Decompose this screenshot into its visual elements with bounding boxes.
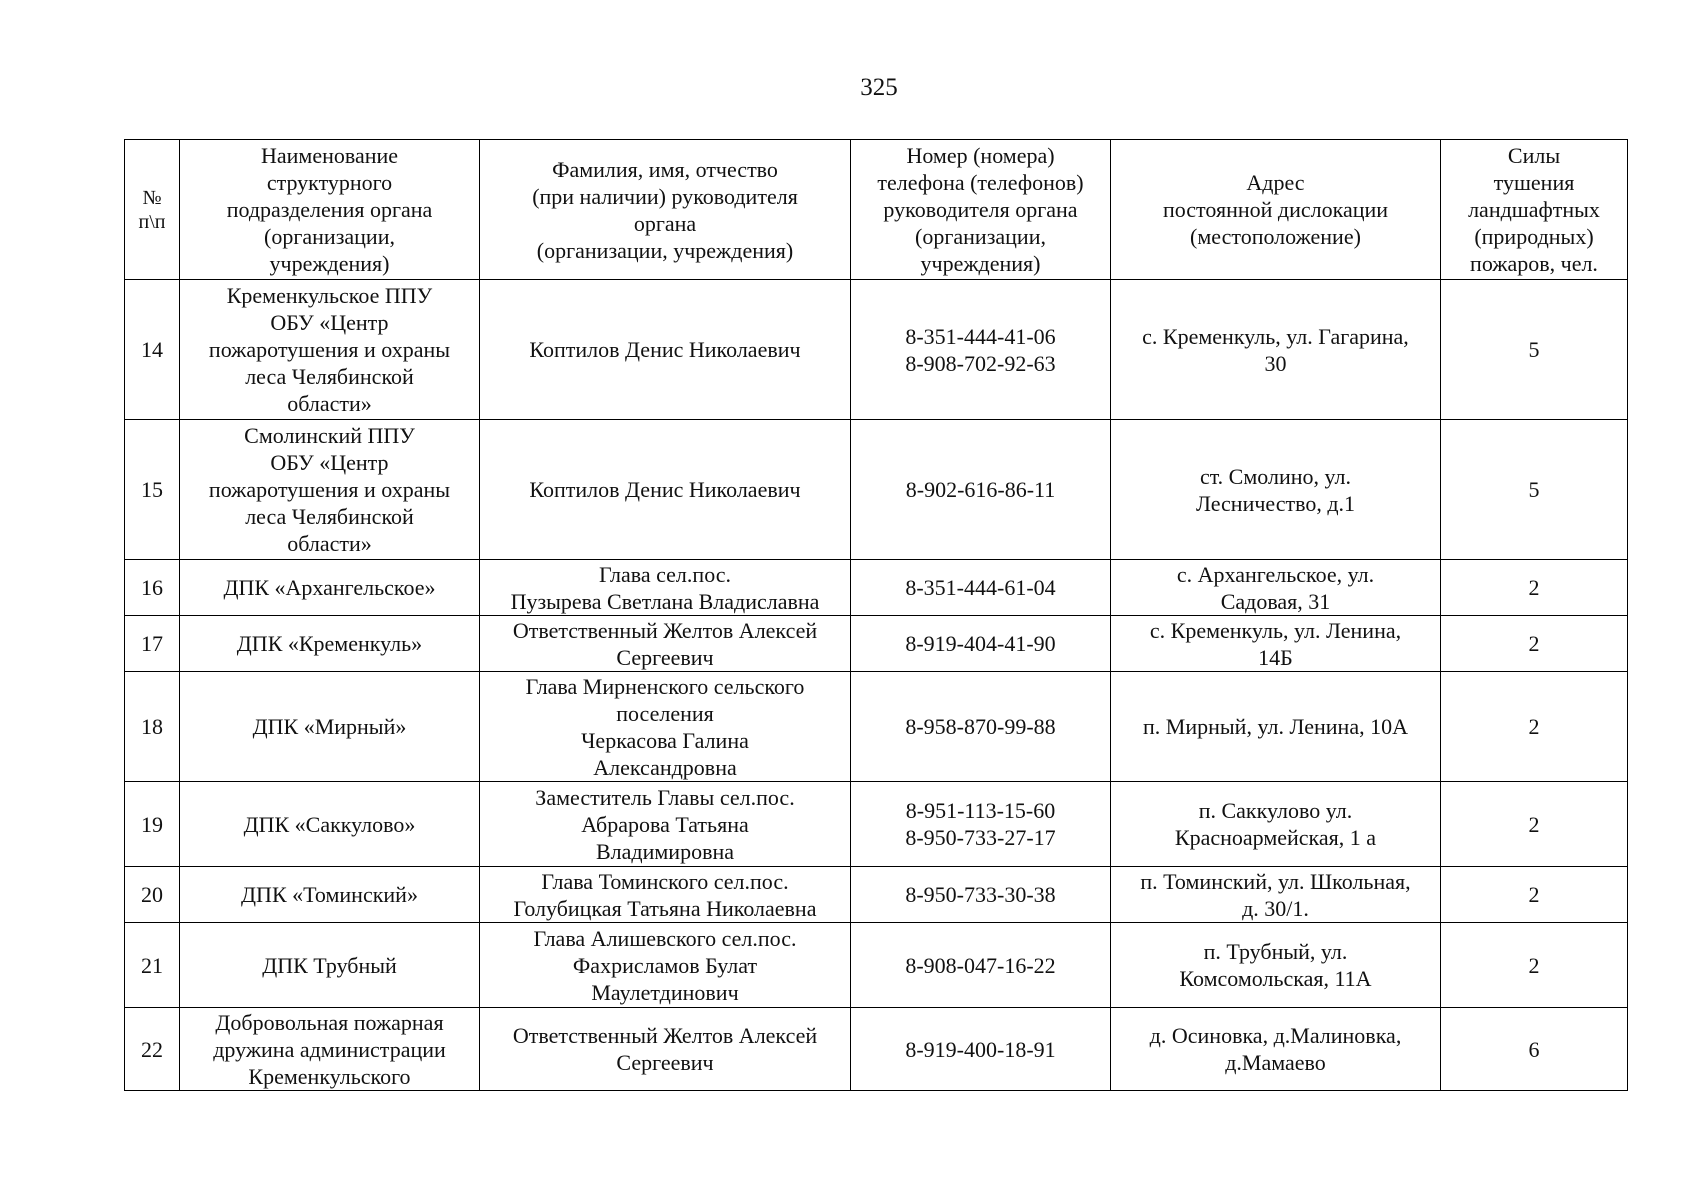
cell-number: 15 — [125, 420, 180, 560]
cell-address: с. Кременкуль, ул. Гагарина, 30 — [1111, 280, 1441, 420]
cell-unit-name: ДПК «Саккулово» — [180, 782, 480, 867]
cell-forces: 2 — [1441, 782, 1628, 867]
cell-address: с. Кременкуль, ул. Ленина, 14Б — [1111, 616, 1441, 672]
table-row — [125, 420, 1628, 560]
cell-head-name: Ответственный Желтов Алексей Сергеевич — [480, 616, 851, 672]
cell-unit-name: Кременкульское ППУ ОБУ «Центр пожаротушения и охраны леса Челябинской области» — [180, 280, 480, 420]
table-header-row — [125, 140, 1628, 280]
cell-phone: 8-351-444-61-04 — [851, 560, 1111, 616]
cell-phone: 8-902-616-86-11 — [851, 420, 1111, 560]
table-row — [125, 560, 1628, 616]
cell-head-name: Коптилов Денис Николаевич — [480, 420, 851, 560]
cell-phone: 8-351-444-41-06 8-908-702-92-63 — [851, 280, 1111, 420]
cell-forces: 5 — [1441, 420, 1628, 560]
cell-number: 22 — [125, 1008, 180, 1091]
cell-number: 21 — [125, 923, 180, 1008]
cell-address: п. Трубный, ул. Комсомольская, 11А — [1111, 923, 1441, 1008]
cell-forces: 2 — [1441, 672, 1628, 782]
cell-address: д. Осиновка, д.Малиновка, д.Мамаево — [1111, 1008, 1441, 1091]
cell-head-name: Глава Алишевского сел.пос. Фахрисламов Булат Маулетдинович — [480, 923, 851, 1008]
cell-address: п. Мирный, ул. Ленина, 10А — [1111, 672, 1441, 782]
cell-unit-name: Смолинский ППУ ОБУ «Центр пожаротушения и охраны леса Челябинской области» — [180, 420, 480, 560]
cell-forces: 5 — [1441, 280, 1628, 420]
cell-phone: 8-908-047-16-22 — [851, 923, 1111, 1008]
table-row — [125, 782, 1628, 867]
cell-address: ст. Смолино, ул. Лесничество, д.1 — [1111, 420, 1441, 560]
cell-address: п. Саккулово ул. Красноармейская, 1 а — [1111, 782, 1441, 867]
table-row — [125, 923, 1628, 1008]
cell-address: с. Архангельское, ул. Садовая, 31 — [1111, 560, 1441, 616]
header-cell-unit-name: Наименование структурного подразделения органа (организации, учреждения) — [180, 140, 480, 280]
cell-head-name: Заместитель Главы сел.пос. Абрарова Татьяна Владимировна — [480, 782, 851, 867]
table-row — [125, 616, 1628, 672]
cell-phone: 8-951-113-15-60 8-950-733-27-17 — [851, 782, 1111, 867]
cell-number: 16 — [125, 560, 180, 616]
cell-phone: 8-919-400-18-91 — [851, 1008, 1111, 1091]
cell-unit-name: ДПК «Томинский» — [180, 867, 480, 923]
cell-number: 14 — [125, 280, 180, 420]
cell-phone: 8-958-870-99-88 — [851, 672, 1111, 782]
cell-number: 20 — [125, 867, 180, 923]
header-cell-number: № п\п — [125, 140, 180, 280]
table-row — [125, 867, 1628, 923]
cell-forces: 2 — [1441, 560, 1628, 616]
header-cell-address: Адрес постоянной дислокации (местоположение) — [1111, 140, 1441, 280]
cell-unit-name: ДПК «Кременкуль» — [180, 616, 480, 672]
cell-head-name: Коптилов Денис Николаевич — [480, 280, 851, 420]
cell-head-name: Глава сел.пос. Пузырева Светлана Владиславна — [480, 560, 851, 616]
page-number: 325 — [860, 74, 898, 101]
cell-forces: 2 — [1441, 923, 1628, 1008]
cell-phone: 8-950-733-30-38 — [851, 867, 1111, 923]
cell-forces: 6 — [1441, 1008, 1628, 1091]
cell-head-name: Глава Мирненского сельского поселения Черкасова Галина Александровна — [480, 672, 851, 782]
cell-number: 18 — [125, 672, 180, 782]
cell-unit-name: ДПК «Архангельское» — [180, 560, 480, 616]
cell-unit-name: ДПК «Мирный» — [180, 672, 480, 782]
cell-forces: 2 — [1441, 616, 1628, 672]
header-cell-head-name: Фамилия, имя, отчество (при наличии) руководителя органа (организации, учреждения) — [480, 140, 851, 280]
table-row — [125, 280, 1628, 420]
cell-head-name: Глава Томинского сел.пос. Голубицкая Татьяна Николаевна — [480, 867, 851, 923]
table-row — [125, 1008, 1628, 1091]
cell-forces: 2 — [1441, 867, 1628, 923]
cell-number: 19 — [125, 782, 180, 867]
cell-unit-name: ДПК Трубный — [180, 923, 480, 1008]
table-row — [125, 672, 1628, 782]
cell-address: п. Томинский, ул. Школьная, д. 30/1. — [1111, 867, 1441, 923]
cell-unit-name: Добровольная пожарная дружина администрации Кременкульского — [180, 1008, 480, 1091]
cell-head-name: Ответственный Желтов Алексей Сергеевич — [480, 1008, 851, 1091]
header-cell-forces: Силы тушения ландшафтных (природных) пожаров, чел. — [1441, 140, 1628, 280]
cell-phone: 8-919-404-41-90 — [851, 616, 1111, 672]
fire-units-table — [124, 139, 1628, 1091]
header-cell-phone: Номер (номера) телефона (телефонов) руководителя органа (организации, учреждения) — [851, 140, 1111, 280]
cell-number: 17 — [125, 616, 180, 672]
